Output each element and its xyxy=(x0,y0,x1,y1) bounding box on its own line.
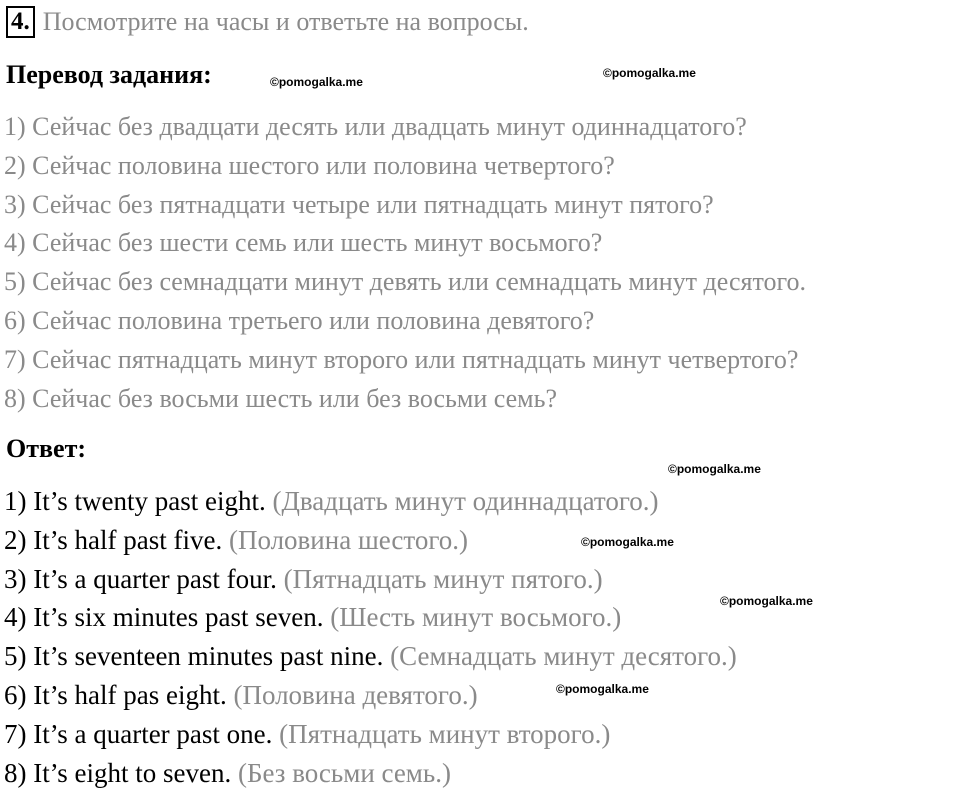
answer-item xyxy=(4,637,737,676)
task-instruction: Посмотрите на часы и ответьте на вопросы. xyxy=(42,7,529,36)
answer-english: 2) It’s half past five. xyxy=(4,524,223,555)
question-item: 5) Сейчас без семнадцати минут девять или семнадцать минут десятого. xyxy=(4,267,806,297)
watermark: ©pomogalka.me xyxy=(556,682,649,696)
watermark: ©pomogalka.me xyxy=(720,594,813,608)
answer-english: 4) It’s six minutes past seven. xyxy=(4,602,324,633)
answer-russian: (Половина шестого.) xyxy=(228,524,468,555)
answer-russian: (Пятнадцать минут второго.) xyxy=(279,718,611,749)
task-number: 4. xyxy=(6,6,35,38)
answer-item xyxy=(4,754,737,792)
answer-english: 7) It’s a quarter past one. xyxy=(4,718,273,749)
question-item: 4) Сейчас без шести семь или шесть минут восьмого? xyxy=(4,228,603,258)
question-item: 3) Сейчас без пятнадцати четыре или пятнадцать минут пятого? xyxy=(4,189,714,219)
answer-russian: (Без восьми семь.) xyxy=(237,757,451,788)
answer-item xyxy=(4,598,737,637)
question-item: 2) Сейчас половина шестого или половина четвертого? xyxy=(4,150,615,180)
watermark: ©pomogalka.me xyxy=(270,75,363,89)
answer-english: 8) It’s eight to seven. xyxy=(4,757,232,788)
task-header xyxy=(6,6,529,38)
watermark: ©pomogalka.me xyxy=(668,462,761,476)
question-item: 6) Сейчас половина третьего или половина девятого? xyxy=(4,305,595,335)
answer-russian: (Половина девятого.) xyxy=(233,679,478,710)
answer-item xyxy=(4,482,737,521)
answer-russian: (Двадцать минут одиннадцатого.) xyxy=(272,486,659,516)
answer-russian: (Пятнадцать минут пятого.) xyxy=(283,563,603,594)
answer-item xyxy=(4,715,737,754)
question-item: 1) Сейчас без двадцати десять или двадцать минут одиннадцатого? xyxy=(4,112,747,141)
answer-english: 5) It’s seventeen minutes past nine. xyxy=(4,641,384,672)
answer-list xyxy=(4,482,737,792)
question-list xyxy=(4,108,806,418)
answer-russian: (Шесть минут восьмого.) xyxy=(330,602,622,633)
answer-title: Ответ: xyxy=(6,434,87,463)
answer-english: 1) It’s twenty past eight. xyxy=(4,486,266,516)
watermark: ©pomogalka.me xyxy=(581,535,674,549)
answer-item xyxy=(4,560,737,599)
watermark: ©pomogalka.me xyxy=(603,66,696,80)
answer-russian: (Семнадцать минут десятого.) xyxy=(390,641,737,672)
answer-english: 6) It’s half pas eight. xyxy=(4,679,227,710)
translation-title: Перевод задания: xyxy=(6,60,212,89)
question-item: 7) Сейчас пятнадцать минут второго или пятнадцать минут четвертого? xyxy=(4,344,799,374)
question-item: 8) Сейчас без восьми шесть или без восьми семь? xyxy=(4,383,557,413)
answer-english: 3) It’s a quarter past four. xyxy=(4,563,277,594)
